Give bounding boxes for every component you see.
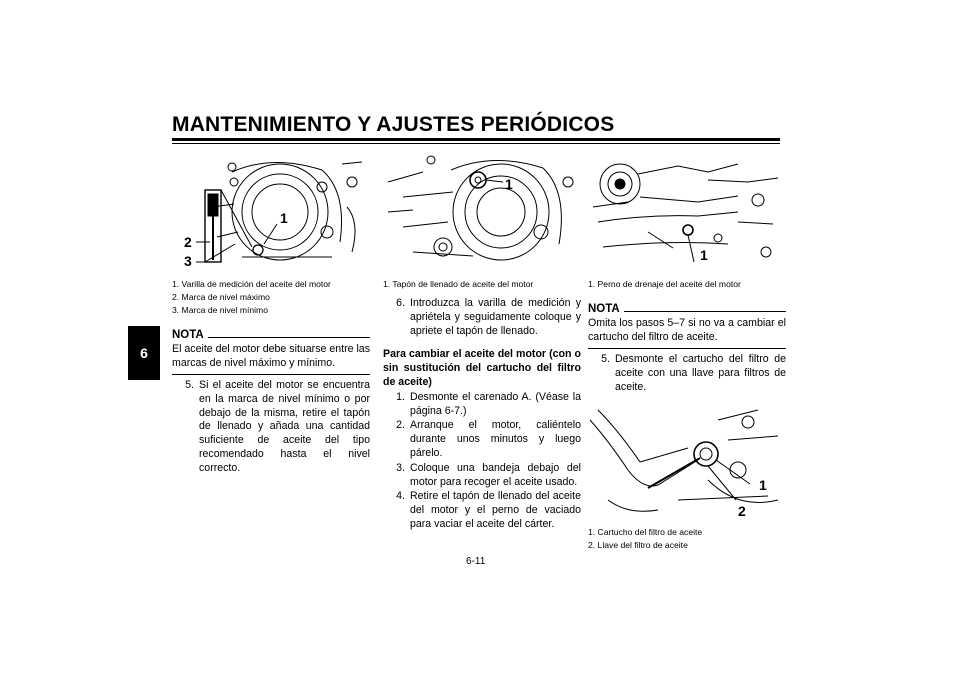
- step-text: Desmonte el cartucho del filtro de aceite con una llave para filtros de aceite.: [615, 353, 786, 393]
- caption-line: 1. Perno de drenaje del aceite del motor: [588, 279, 741, 289]
- figure-caption: [383, 278, 581, 291]
- section-heading: Para cambiar el aceite del motor (con o sin sustitución del cartucho del filtro de aceite): [383, 348, 581, 388]
- nota-label: NOTA: [588, 303, 620, 315]
- caption-line: 2. Marca de nivel máximo: [172, 292, 270, 302]
- list-item: [383, 462, 581, 490]
- nota-label: NOTA: [172, 329, 204, 341]
- caption-line: 1. Cartucho del filtro de aceite: [588, 527, 703, 538]
- list-item: [172, 379, 370, 476]
- nota-heading: [172, 329, 370, 341]
- list-item: [383, 490, 581, 531]
- step-number: 5.: [601, 353, 610, 365]
- nota-text: Omita los pasos 5–7 si no va a cambiar el cartucho del filtro de aceite.: [588, 317, 786, 343]
- dipstick-figure: [172, 152, 370, 274]
- caption-line: 2. Llave del filtro de aceite: [588, 540, 688, 551]
- list-item: [383, 391, 581, 419]
- list-item: [588, 353, 786, 394]
- drain-bolt-figure: [588, 152, 786, 274]
- drain-bolt-illustration: [588, 152, 786, 274]
- step-text: Desmonte el carenado A. (Véase la página 6-7.): [410, 390, 581, 417]
- header-rule-thin: [172, 143, 780, 144]
- figure-caption: [172, 278, 370, 317]
- list-item: [383, 297, 581, 338]
- step-number: 1.: [396, 390, 405, 403]
- figure-label: 2: [738, 503, 746, 520]
- step-text: Si el aceite del motor se encuentra en la marca de nivel mínimo o por debajo de la misma, retire el tapón de llenado y añada una cantidad suficiente de aceite del tipo recomendado hasta el nivel correcto.: [199, 379, 370, 474]
- figure-label: 3: [184, 253, 192, 269]
- step-number: 6.: [396, 297, 405, 309]
- step-text: Introduzca la varilla de medición y apriétela y seguidamente coloque y apriete el tapón de llenado.: [410, 297, 581, 337]
- step-text: Arranque el motor, caliéntelo durante unos minutos y luego párelo.: [410, 419, 581, 459]
- page-title: MANTENIMIENTO Y AJUSTES PERIÓDICOS: [172, 113, 615, 136]
- step-number: 3.: [396, 461, 405, 474]
- oil-filter-wrench-illustration: [588, 400, 786, 522]
- page-number: 6-11: [466, 556, 486, 567]
- step-number: 2.: [396, 419, 405, 432]
- filter-wrench-figure: [588, 400, 786, 522]
- step-text: Coloque una bandeja debajo del motor para recoger el aceite usado.: [410, 461, 581, 488]
- caption-line: 1. Tapón de llenado de aceite del motor: [383, 279, 534, 289]
- nota-heading: [588, 303, 786, 315]
- column-3: [588, 152, 786, 552]
- nota-rule: [172, 374, 370, 375]
- figure-caption: [588, 278, 786, 291]
- figure-caption: [588, 526, 786, 552]
- caption-line: 1. Varilla de medición del aceite del motor: [172, 279, 331, 289]
- engine-filler-cap-illustration: [383, 152, 581, 274]
- figure-label: 1: [280, 210, 288, 226]
- step-number: 5.: [185, 379, 194, 391]
- figure-label: 1: [759, 477, 767, 494]
- figure-label: 1: [700, 247, 708, 263]
- nota-rule: [588, 348, 786, 349]
- list-item: [383, 419, 581, 460]
- figure-label: 1: [505, 176, 513, 192]
- header-rule: [172, 138, 780, 141]
- column-2: [383, 152, 581, 532]
- filler-cap-figure: [383, 152, 581, 274]
- figure-label: 2: [184, 234, 192, 250]
- caption-line: 3. Marca de nivel mínimo: [172, 305, 268, 315]
- engine-dipstick-illustration: [172, 152, 370, 274]
- step-number: 4.: [396, 490, 405, 503]
- nota-text: El aceite del motor debe situarse entre las marcas de nivel máximo y mínimo.: [172, 343, 370, 369]
- step-text: Retire el tapón de llenado del aceite del motor y el perno de vaciado para vaciar el aceite del cárter.: [410, 490, 581, 530]
- chapter-tab: 6: [128, 326, 160, 380]
- column-1: [172, 152, 370, 476]
